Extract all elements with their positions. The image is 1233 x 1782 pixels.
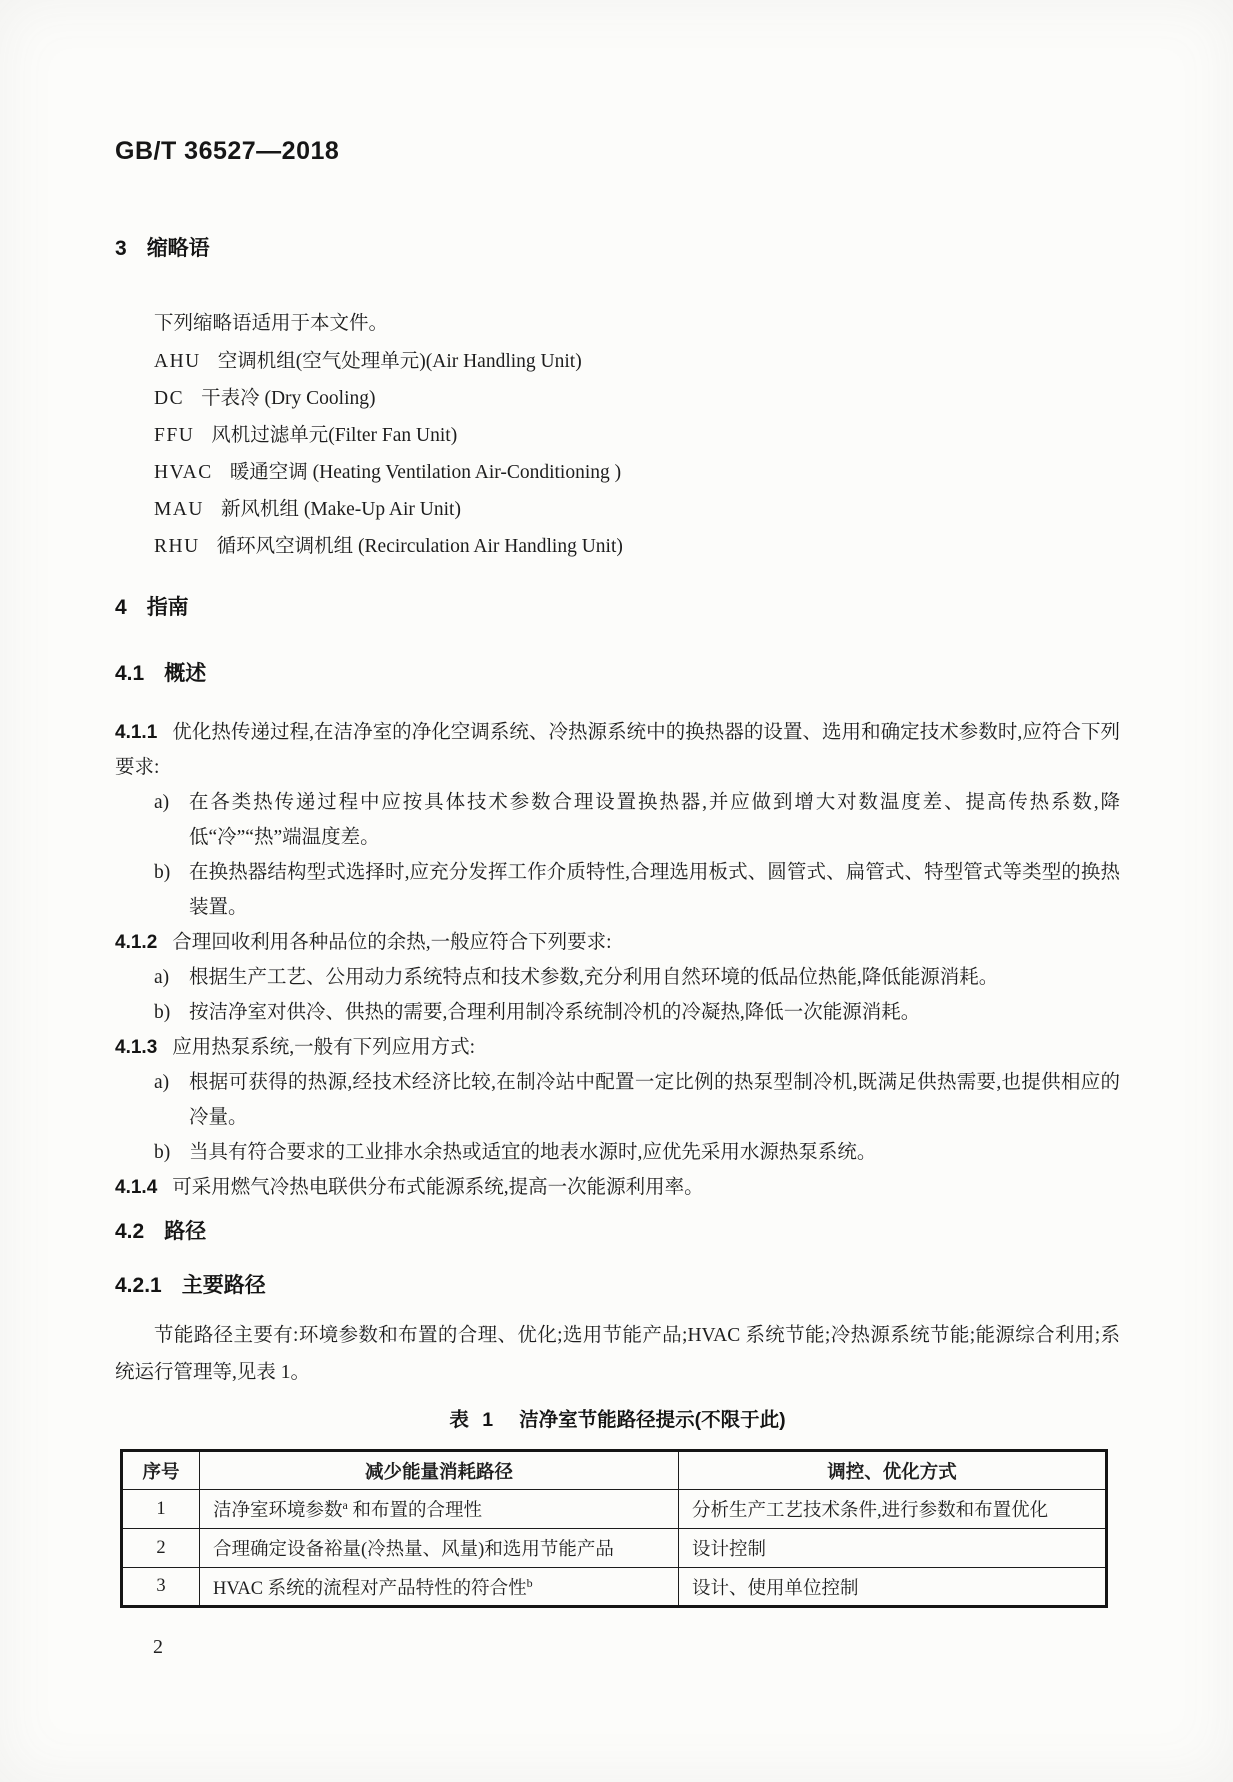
table-caption [115, 1405, 1120, 1435]
section-4-title: 指南 [146, 596, 189, 619]
item-label: a) [154, 967, 170, 988]
section-3-heading [115, 234, 1120, 264]
cell-method: 分析生产工艺技术条件,进行参数和布置优化 [679, 1490, 1107, 1529]
clause-text: 应用热泵系统,一般有下列应用方式: [172, 1037, 476, 1058]
doc-number: GB/T 36527—2018 [115, 137, 340, 165]
abbreviation-row [154, 417, 1120, 454]
cell-no: 1 [122, 1490, 200, 1529]
abbreviation-list [154, 343, 1120, 565]
abbr-definition: 风机过滤单元(Filter Fan Unit) [211, 425, 458, 446]
item-label: b) [154, 1002, 171, 1023]
list-item-b [154, 855, 1120, 925]
section-4-2-number: 4.2 [115, 1220, 145, 1243]
cell-path: 洁净室环境参数$^a$ 和布置的合理性 [200, 1490, 679, 1529]
abbreviations-intro: 下列缩略语适用于本文件。 [154, 313, 389, 334]
abbreviation-row [154, 343, 1120, 380]
abbr-definition: 新风机组 (Make-Up Air Unit) [221, 499, 461, 520]
clauses-4-1 [115, 715, 1120, 1205]
footnote-ref-a: a [342, 1497, 348, 1512]
item-label: a) [154, 792, 170, 813]
paragraph-4-2-1: 节能路径主要有:环境参数和布置的合理、优化;选用节能产品;HVAC 系统节能;冷热源系统节能;能源综合利用;系统运行管理等,见表 1。 [115, 1325, 1120, 1383]
section-4-heading [115, 593, 1120, 623]
cell-path: HVAC 系统的流程对产品特性的符合性$^b$ [200, 1568, 679, 1607]
clause-4-1-1 [115, 715, 1120, 785]
clause-text: 合理回收利用各种品位的余热,一般应符合下列要求: [172, 932, 612, 953]
clause-number: 4.1.1 [115, 722, 158, 743]
clause-4-1-3 [115, 1030, 1120, 1065]
table-caption-label: 表 1 [449, 1409, 498, 1431]
abbreviation-row [154, 528, 1120, 565]
abbr-code: RHU [154, 536, 200, 557]
abbreviation-row [154, 454, 1120, 491]
section-4-2-1-heading [115, 1271, 1120, 1301]
item-text: 当具有符合要求的工业排水余热或适宜的地表水源时,应优先采用水源热泵系统。 [189, 1142, 877, 1163]
cell-method: 设计控制 [679, 1529, 1107, 1568]
section-4-1-title: 概述 [164, 662, 207, 685]
section-4-2-1-title: 主要路径 [181, 1274, 266, 1297]
abbr-code: DC [154, 388, 185, 409]
abbr-code: MAU [154, 499, 205, 520]
column-header-method: 调控、优化方式 [679, 1451, 1107, 1490]
cell-method: 设计、使用单位控制 [679, 1568, 1107, 1607]
abbreviation-row [154, 491, 1120, 528]
table-1 [120, 1449, 1108, 1608]
table-row [122, 1529, 1107, 1568]
table-row [122, 1490, 1107, 1529]
list-item-b [154, 1135, 1120, 1170]
clause-4-1-4 [115, 1170, 1120, 1205]
item-label: b) [154, 1142, 171, 1163]
item-text: 按洁净室对供冷、供热的需要,合理利用制冷系统制冷机的冷凝热,降低一次能源消耗。 [189, 1002, 921, 1023]
cell-path: 合理确定设备裕量(冷热量、风量)和选用节能产品 [200, 1529, 679, 1568]
page-number: 2 [153, 1636, 163, 1658]
list-item-a [154, 1065, 1120, 1135]
cell-no: 3 [122, 1568, 200, 1607]
item-label: b) [154, 862, 171, 883]
item-text: 根据可获得的热源,经技术经济比较,在制冷站中配置一定比例的热泵型制冷机,既满足供热需要,也提供相应的冷量。 [189, 1072, 1120, 1128]
clause-text: 可采用燃气冷热电联供分布式能源系统,提高一次能源利用率。 [172, 1177, 704, 1198]
section-4-2-heading [115, 1217, 1120, 1247]
item-label: a) [154, 1072, 170, 1093]
abbr-code: FFU [154, 425, 195, 446]
section-3-title: 缩略语 [146, 237, 210, 260]
abbreviation-row [154, 380, 1120, 417]
clause-number: 4.1.2 [115, 932, 158, 953]
item-text: 根据生产工艺、公用动力系统特点和技术参数,充分利用自然环境的低品位热能,降低能源消耗。 [189, 967, 999, 988]
abbr-code: AHU [154, 351, 201, 372]
abbr-definition: 循环风空调机组 (Recirculation Air Handling Unit) [216, 536, 623, 557]
item-text: 在各类热传递过程中应按具体技术参数合理设置换热器,并应做到增大对数温度差、提高传热系数,降低“冷”“热”端温度差。 [189, 792, 1120, 848]
section-3-number: 3 [115, 237, 127, 260]
abbr-definition: 干表冷 (Dry Cooling) [201, 388, 376, 409]
cell-no: 2 [122, 1529, 200, 1568]
column-header-no: 序号 [122, 1451, 200, 1490]
section-4-number: 4 [115, 596, 127, 619]
table-header-row [122, 1451, 1107, 1490]
section-4-1-number: 4.1 [115, 662, 145, 685]
section-4-2-title: 路径 [164, 1220, 207, 1243]
list-item-a [154, 785, 1120, 855]
item-text: 在换热器结构型式选择时,应充分发挥工作介质特性,合理选用板式、圆管式、扁管式、特型管式等类型的换热装置。 [189, 862, 1120, 918]
section-4-1-heading [115, 659, 1120, 689]
list-item-b [154, 995, 1120, 1030]
clause-number: 4.1.3 [115, 1037, 158, 1058]
clause-text: 优化热传递过程,在洁净室的净化空调系统、冷热源系统中的换热器的设置、选用和确定技术参数时,应符合下列要求: [115, 722, 1120, 778]
clause-number: 4.1.4 [115, 1177, 158, 1198]
clause-4-1-2 [115, 925, 1120, 960]
abbr-code: HVAC [154, 462, 213, 483]
section-4-2-1-number: 4.2.1 [115, 1274, 162, 1297]
abbr-definition: 暖通空调 (Heating Ventilation Air-Conditioning ) [229, 462, 622, 483]
abbr-definition: 空调机组(空气处理单元)(Air Handling Unit) [217, 351, 582, 372]
footnote-ref-b: b [526, 1575, 533, 1590]
table-caption-title: 洁净室节能路径提示(不限于此) [519, 1409, 786, 1431]
table-row [122, 1568, 1107, 1607]
list-item-a [154, 960, 1120, 995]
column-header-path: 减少能量消耗路径 [200, 1451, 679, 1490]
